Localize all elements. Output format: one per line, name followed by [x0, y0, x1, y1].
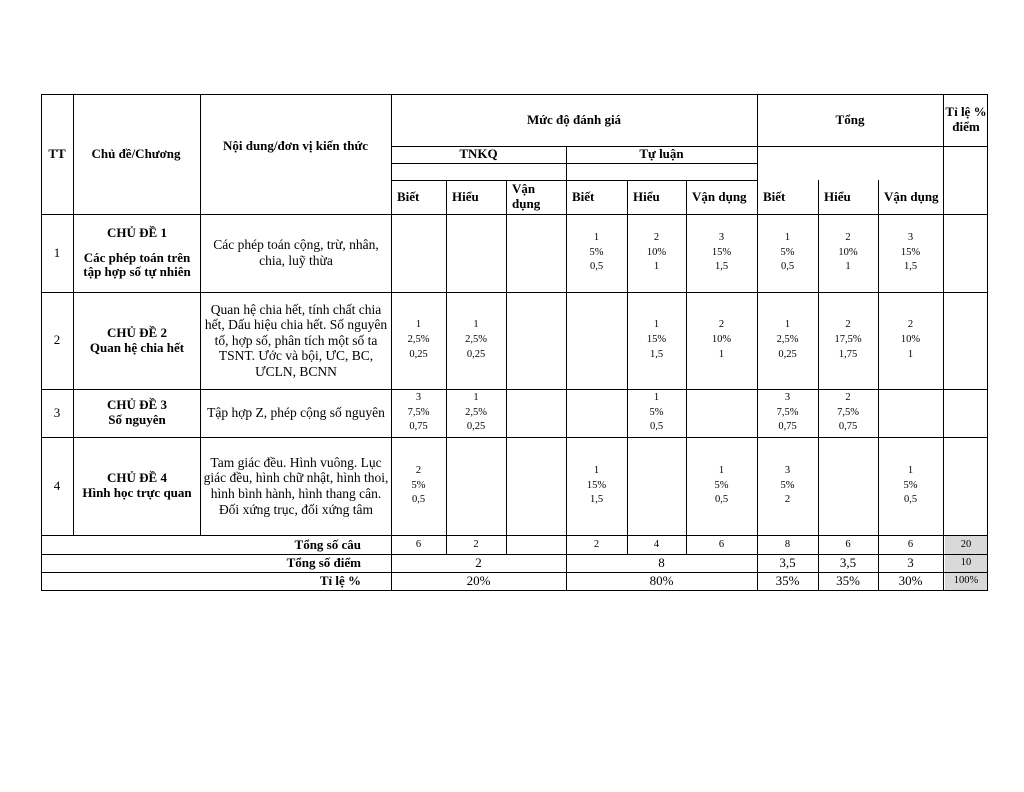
row-number: 1 [53, 244, 61, 260]
content-text-2: Đối xứng trục, đối xứng tâm [218, 501, 374, 517]
level-cell: 1 2,5% 0,25 [465, 391, 487, 433]
topic-title: CHỦ ĐỀ 1 [107, 224, 167, 240]
level-cell: 2 10% 1 [646, 231, 667, 273]
level-cell: 3 7,5% 0,75 [776, 391, 799, 433]
level-cell: 2 10% 1 [711, 319, 732, 360]
row-number: 2 [53, 332, 61, 348]
so-diem-total: 10 [960, 557, 972, 569]
content-text: Các phép toán cộng, trừ, nhân, chia, luỹ thừa [213, 237, 379, 268]
ti_le-cell: 35% [775, 573, 800, 589]
topic-title: CHỦ ĐỀ 4 [107, 470, 167, 486]
level-header: Hiểu [824, 188, 851, 204]
level-cell: 2 7,5% 0,75 [837, 391, 859, 433]
header-tong: Tổng [835, 111, 865, 127]
summary-tile-tnkq: 20% [466, 573, 491, 589]
so-cau-total: 20 [960, 538, 972, 550]
header-noi-dung: Nội dung/đơn vị kiến thức [222, 137, 369, 153]
content-cell [201, 292, 391, 389]
summary-label-so-cau: Tổng số câu [294, 536, 361, 552]
level-header: Hiểu [633, 188, 660, 204]
level-cell: 1 5% 0,5 [589, 231, 604, 273]
level-cell: 3 5% 2 [780, 464, 795, 506]
topic-name: Các phép toán trên tập hợp số tự nhiên [83, 249, 191, 280]
level-cell: 1 5% 0,5 [649, 391, 664, 433]
so-cau-cell: 6 [718, 538, 725, 550]
level-header: Vận dụng [692, 188, 747, 204]
level-cell: 2 10% 1 [900, 319, 921, 360]
header-tt: TT [48, 145, 66, 161]
level-header: Hiểu [452, 188, 479, 204]
content-text: Tam giác đều. Hình vuông. Lục giác đều, hình chữ nhật, hình thoi, hình bình hành, hình thang cân. [203, 454, 389, 501]
level-header: Biết [397, 188, 420, 204]
summary-diem-tu-luan: 8 [658, 555, 665, 571]
topic-cell [74, 292, 200, 389]
level-cell: 1 2,5% 0,25 [776, 319, 799, 360]
level-cell: 1 5% 0,5 [714, 464, 729, 506]
tong_so_diem-cell: 3 [907, 555, 914, 571]
level-cell: 1 2,5% 0,25 [465, 319, 487, 360]
content-text: Quan hệ chia hết, tính chất chia hết, Dấu hiệu chia hết. Số nguyên tố, hợp số, phân tích một số ta TSNT. Ước và bội, ƯC, BC, ƯCLN, BCNN [204, 301, 388, 379]
level-cell: 2 10% 1 [838, 231, 858, 273]
topic-name: Quan hệ chia hết [89, 339, 185, 355]
level-cell: 1 15% 1,5 [586, 464, 607, 506]
so-cau-cell [506, 536, 566, 554]
level-header: Biết [763, 188, 786, 204]
level-cell: 3 7,5% 0,75 [407, 391, 430, 433]
summary-label-ti-le: Tỉ lệ % [319, 573, 361, 589]
topic-title: CHỦ ĐỀ 2 [107, 324, 167, 340]
level-cell: 1 2,5% 0,25 [407, 319, 430, 360]
summary-tile-tu-luan: 80% [649, 573, 674, 589]
header-chu-de: Chủ đề/Chương [91, 145, 181, 161]
summary-diem-tnkq: 2 [475, 555, 482, 571]
tong_so_diem-cell: 3,5 [779, 555, 796, 571]
so-cau-cell: 2 [593, 538, 600, 550]
level-header: Biết [572, 188, 595, 204]
header-muc-do: Mức độ đánh giá [526, 111, 622, 127]
level-cell: 2 5% 0,5 [411, 464, 426, 506]
header-tnkq: TNKQ [459, 146, 498, 162]
so-cau-cell: 8 [784, 538, 791, 550]
content-cell [201, 214, 391, 292]
content-text: Tập hợp Z, phép cộng số nguyên [207, 405, 385, 421]
summary-label-so-diem: Tổng số điểm [286, 555, 361, 571]
header-tu-luan: Tự luận [639, 146, 684, 162]
topic-name: Số nguyên [108, 412, 166, 427]
so-cau-cell: 4 [653, 538, 660, 550]
content-cell [201, 437, 391, 535]
level-header: Vận dụng [884, 188, 939, 204]
topic-name: Hình học trực quan [82, 485, 192, 500]
so-cau-cell: 2 [473, 538, 479, 550]
topic-cell [74, 389, 200, 437]
topic-title: CHỦ ĐỀ 3 [107, 397, 167, 413]
tong_so_diem-cell: 3,5 [839, 555, 857, 571]
header-ti-le: Tỉ lệ % điểm [945, 104, 987, 134]
level-cell: 2 17,5% 1,75 [834, 319, 862, 360]
topic-cell [74, 214, 200, 292]
row-number: 4 [53, 477, 61, 493]
level-header: Vận dụng [512, 181, 541, 211]
ti_le-cell: 35% [836, 573, 860, 589]
level-cell: 1 5% 0,5 [780, 231, 795, 273]
level-cell: 1 15% 1,5 [646, 319, 667, 360]
level-cell: 1 5% 0,5 [903, 464, 918, 506]
so-cau-cell: 6 [415, 538, 422, 550]
ti_le-cell: 30% [898, 573, 923, 589]
level-cell: 3 15% 1,5 [900, 231, 921, 273]
row-number: 3 [53, 404, 61, 420]
topic-cell [74, 437, 200, 535]
assessment-matrix-table [41, 94, 988, 591]
content-cell [201, 389, 391, 437]
level-cell: 3 15% 1,5 [711, 231, 732, 273]
ti-le-total: 100% [953, 575, 979, 587]
so-cau-cell: 6 [907, 538, 914, 550]
so-cau-cell: 6 [845, 538, 851, 550]
